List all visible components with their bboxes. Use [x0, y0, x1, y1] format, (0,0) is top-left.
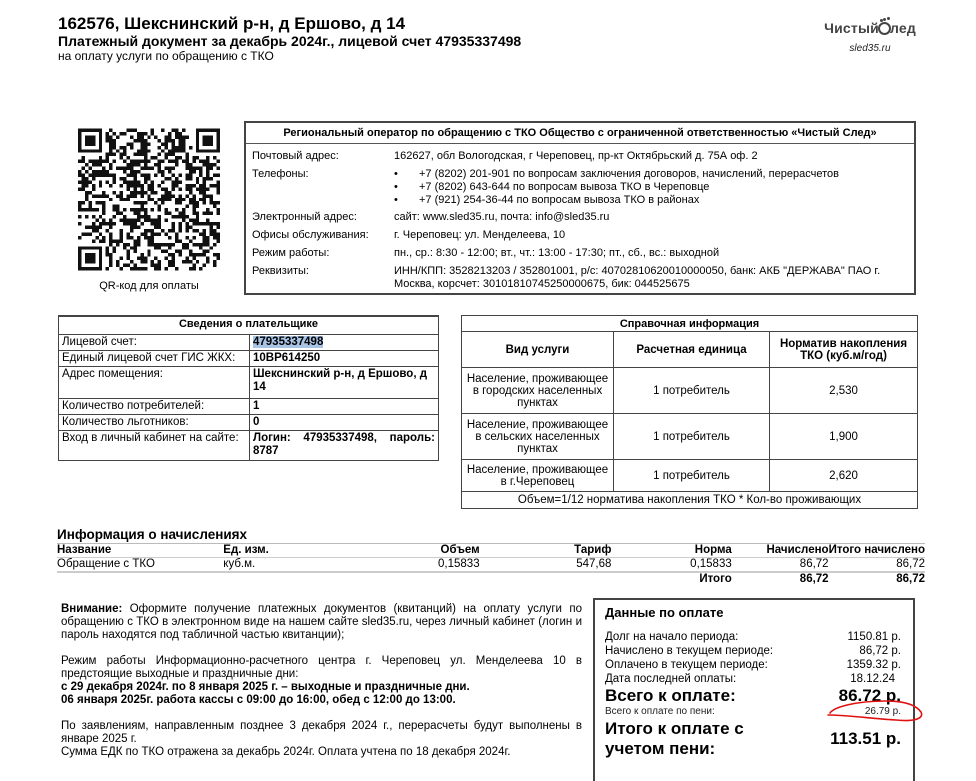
operator-info-box [244, 121, 916, 295]
reference-unit: 1 потребитель [614, 414, 770, 460]
payer-info-table [58, 315, 439, 461]
charges-total-accrued: 86,72 [799, 573, 829, 585]
offices-label: Офисы обслуживания: [252, 229, 369, 241]
logo-brand [815, 20, 925, 36]
payment-summary-box [593, 598, 915, 781]
payer-row [59, 334, 439, 350]
payer-value [250, 334, 439, 350]
payer-value: 1 [250, 398, 439, 414]
hours-label: Режим работы: [252, 247, 330, 259]
reference-service: Население, проживающее в сельских населенных пунктах [462, 414, 614, 460]
document-subtitle: на оплату услуги по обращению с ТКО [58, 49, 274, 63]
reference-row [462, 414, 918, 460]
payer-label: Адрес помещения: [59, 366, 250, 398]
payment-row [605, 658, 901, 672]
charge-volume: 0,15833 [314, 558, 480, 573]
payer-label: Количество потребителей: [59, 398, 250, 414]
charges-total-total: 86,72 [896, 573, 925, 585]
logo-brand-left: Чистый [824, 20, 879, 36]
payer-row [59, 430, 439, 460]
charge-norm: 0,15833 [611, 558, 731, 573]
payment-value: 1150.81 р. [847, 631, 901, 643]
payer-label: Единый лицевой счет ГИС ЖКХ: [59, 350, 250, 366]
reference-col-header: Вид услуги [462, 332, 614, 368]
charge-total: 86,72 [829, 558, 925, 573]
reference-footnote: Объем=1/12 норматива накопления ТКО * Кол-во проживающих [462, 492, 918, 509]
red-circle-stroke [828, 701, 922, 721]
charges-total-label: Итого [699, 573, 732, 585]
attention-note [61, 603, 582, 642]
payment-total-label: Всего к оплате: [605, 686, 736, 705]
charges-col-unit: Ед. изм. [205, 544, 313, 558]
reference-norm: 2,530 [770, 368, 918, 414]
payer-value: 0 [250, 414, 439, 430]
payment-final-row [605, 719, 901, 759]
reference-info-table [461, 315, 918, 509]
payment-value: 86,72 р. [859, 645, 901, 657]
payment-label: Долг на начало периода: [605, 631, 739, 643]
property-address-heading: 162576, Шекснинский р-н, д Ершово, д 14 [58, 14, 406, 33]
payment-penalty-label: Всего к оплате по пени: [605, 706, 715, 717]
attention-text: Оформите получение платежных документов (квитанций) на оплату услуги по обращению с ТКО в электронном виде на нашем сайте sled35.ru, через личный кабинет (логин и пароль находятся под табличной частью квитанции); [61, 603, 582, 641]
payment-label: Начислено в текущем периоде: [605, 645, 774, 657]
reference-service: Население, проживающее в г.Череповец [462, 460, 614, 492]
qr-modules [78, 129, 220, 271]
payment-row [605, 630, 901, 644]
attention-label: Внимание: [61, 603, 123, 615]
document-title: Платежный документ за декабрь 2024г., лицевой счет 47935337498 [58, 33, 522, 49]
reference-service: Население, проживающее в городских населенных пунктах [462, 368, 614, 414]
charges-col-volume: Объем [314, 544, 480, 558]
charge-accrued: 86,72 [732, 558, 829, 573]
payer-value: Шекснинский р-н, д Ершово, д 14 [250, 366, 439, 398]
logo-brand-right: лед [889, 20, 916, 36]
qr-code-label: QR-код для оплаты [99, 280, 199, 292]
charges-col-accrued: Начислено [732, 544, 829, 558]
charge-tariff: 547,68 [480, 558, 612, 573]
charge-unit: куб.м. [205, 558, 313, 573]
payment-value: 1359.32 р. [846, 659, 901, 671]
phone-item: • +7 (8202) 643-644 по вопросам вывоза ТКО в Череповце [394, 181, 914, 194]
payment-label: Оплачено в текущем периоде: [605, 659, 768, 671]
payment-penalty-value: 26.79 р. [864, 706, 901, 717]
company-logo [815, 20, 925, 54]
phones-label: Телефоны: [252, 168, 309, 180]
reference-unit: 1 потребитель [614, 460, 770, 492]
charges-col-tariff: Тариф [480, 544, 612, 558]
reference-norm: 1,900 [770, 414, 918, 460]
schedule-line-1: с 29 декабря 2024г. по 8 января 2025 г. – выходные и праздничные дни. [61, 681, 470, 693]
charges-col-name: Название [57, 544, 205, 558]
reference-unit: 1 потребитель [614, 368, 770, 414]
phone-item: • +7 (921) 254-36-44 по вопросам вывоза ТКО в районах [394, 194, 914, 207]
reference-col-header: Расчетная единица [614, 332, 770, 368]
reference-table-title: Справочная информация [462, 316, 918, 332]
reference-row [462, 460, 918, 492]
red-circle-annotation [826, 697, 924, 725]
offices-value: г. Череповец: ул. Менделеева, 10 [394, 229, 566, 241]
qr-code-icon [78, 127, 220, 272]
phone-item: • +7 (8202) 201-901 по вопросам заключения договоров, начислений, перерасчетов [394, 168, 914, 181]
reference-row [462, 368, 918, 414]
postal-value: 162627, обл Вологодская, г Череповец, пр-кт Октябрьский д. 75А оф. 2 [394, 150, 758, 162]
payment-label: Дата последней оплаты: [605, 673, 737, 685]
account-number-selected[interactable]: 47935337498 [253, 335, 324, 348]
recalc-note: По заявлениям, направленным позднее 3 декабря 2024 г., перерасчеты будут выполнены в январе 2025 г. [61, 720, 582, 745]
payer-label: Вход в личный кабинет на сайте: [59, 430, 250, 460]
payer-row [59, 414, 439, 430]
payment-total-value: 86.72 р. [838, 686, 901, 705]
payment-title: Данные по оплате [605, 605, 724, 620]
payer-row [59, 398, 439, 414]
charge-name: Обращение с ТКО [57, 558, 205, 573]
schedule-intro: Режим работы Информационно-расчетного центра г. Череповец ул. Менделеева 10 в предстоящие выходные и праздничные дни: [61, 655, 582, 680]
charges-row [57, 558, 925, 573]
schedule-line [61, 681, 582, 694]
operator-title: Региональный оператор по обращению с ТКО Общество с ограниченной ответственностью «Чистый След» [246, 123, 914, 144]
payer-value: 10ВР614250 [250, 350, 439, 366]
payment-row [605, 672, 901, 686]
requisites-value: ИНН/КПП: 3528213203 / 352801001, р/с: 40702810620010000050, банк: АКБ "ДЕРЖАВА" ПАО г. Москва, корсчет: 30101810745250000675, бик: 044525675 [394, 265, 881, 290]
charges-col-norm: Норма [611, 544, 731, 558]
payment-final-label: Итого к оплате с учетом пени: [605, 719, 744, 758]
charges-total-row [57, 572, 925, 586]
phones-list [394, 168, 914, 207]
payer-table-title: Сведения о плательщике [59, 316, 439, 334]
payment-row [605, 644, 901, 658]
email-label: Электронный адрес: [252, 211, 357, 223]
charges-title: Информация о начислениях [57, 527, 248, 542]
edk-note: Сумма ЕДК по ТКО отражена за декабрь 2024г. Оплата учтена по 18 декабря 2024г. [61, 746, 511, 758]
requisites-label: Реквизиты: [252, 265, 309, 277]
notes-section [61, 603, 582, 759]
schedule-line-2: 06 января 2025г. работа кассы с 09:00 до 16:00, обед с 12:00 до 13:00. [61, 694, 456, 706]
footprint-c-icon [878, 22, 891, 35]
logo-site: sled35.ru [849, 43, 891, 54]
reference-norm: 2,620 [770, 460, 918, 492]
payment-value: 18.12.24 [850, 673, 895, 685]
email-value: сайт: www.sled35.ru, почта: info@sled35.ru [394, 211, 610, 223]
charges-col-total: Итого начислено [828, 544, 925, 556]
payment-final-value: 113.51 р. [830, 729, 901, 748]
reference-col-header: Норматив накопления ТКО (куб.м/год) [770, 332, 918, 368]
payer-value: Логин: 47935337498, пароль: 8787 [250, 430, 439, 460]
payer-row [59, 350, 439, 366]
charges-table [57, 543, 925, 586]
schedule-line [61, 694, 582, 707]
hours-value: пн., ср.: 8:30 - 12:00; вт., чт.: 13:00 - 17:30; пт., сб., вс.: выходной [394, 247, 720, 259]
payer-label: Лицевой счет: [59, 334, 250, 350]
payer-label: Количество льготников: [59, 414, 250, 430]
postal-label: Почтовый адрес: [252, 150, 339, 162]
payer-row [59, 366, 439, 398]
